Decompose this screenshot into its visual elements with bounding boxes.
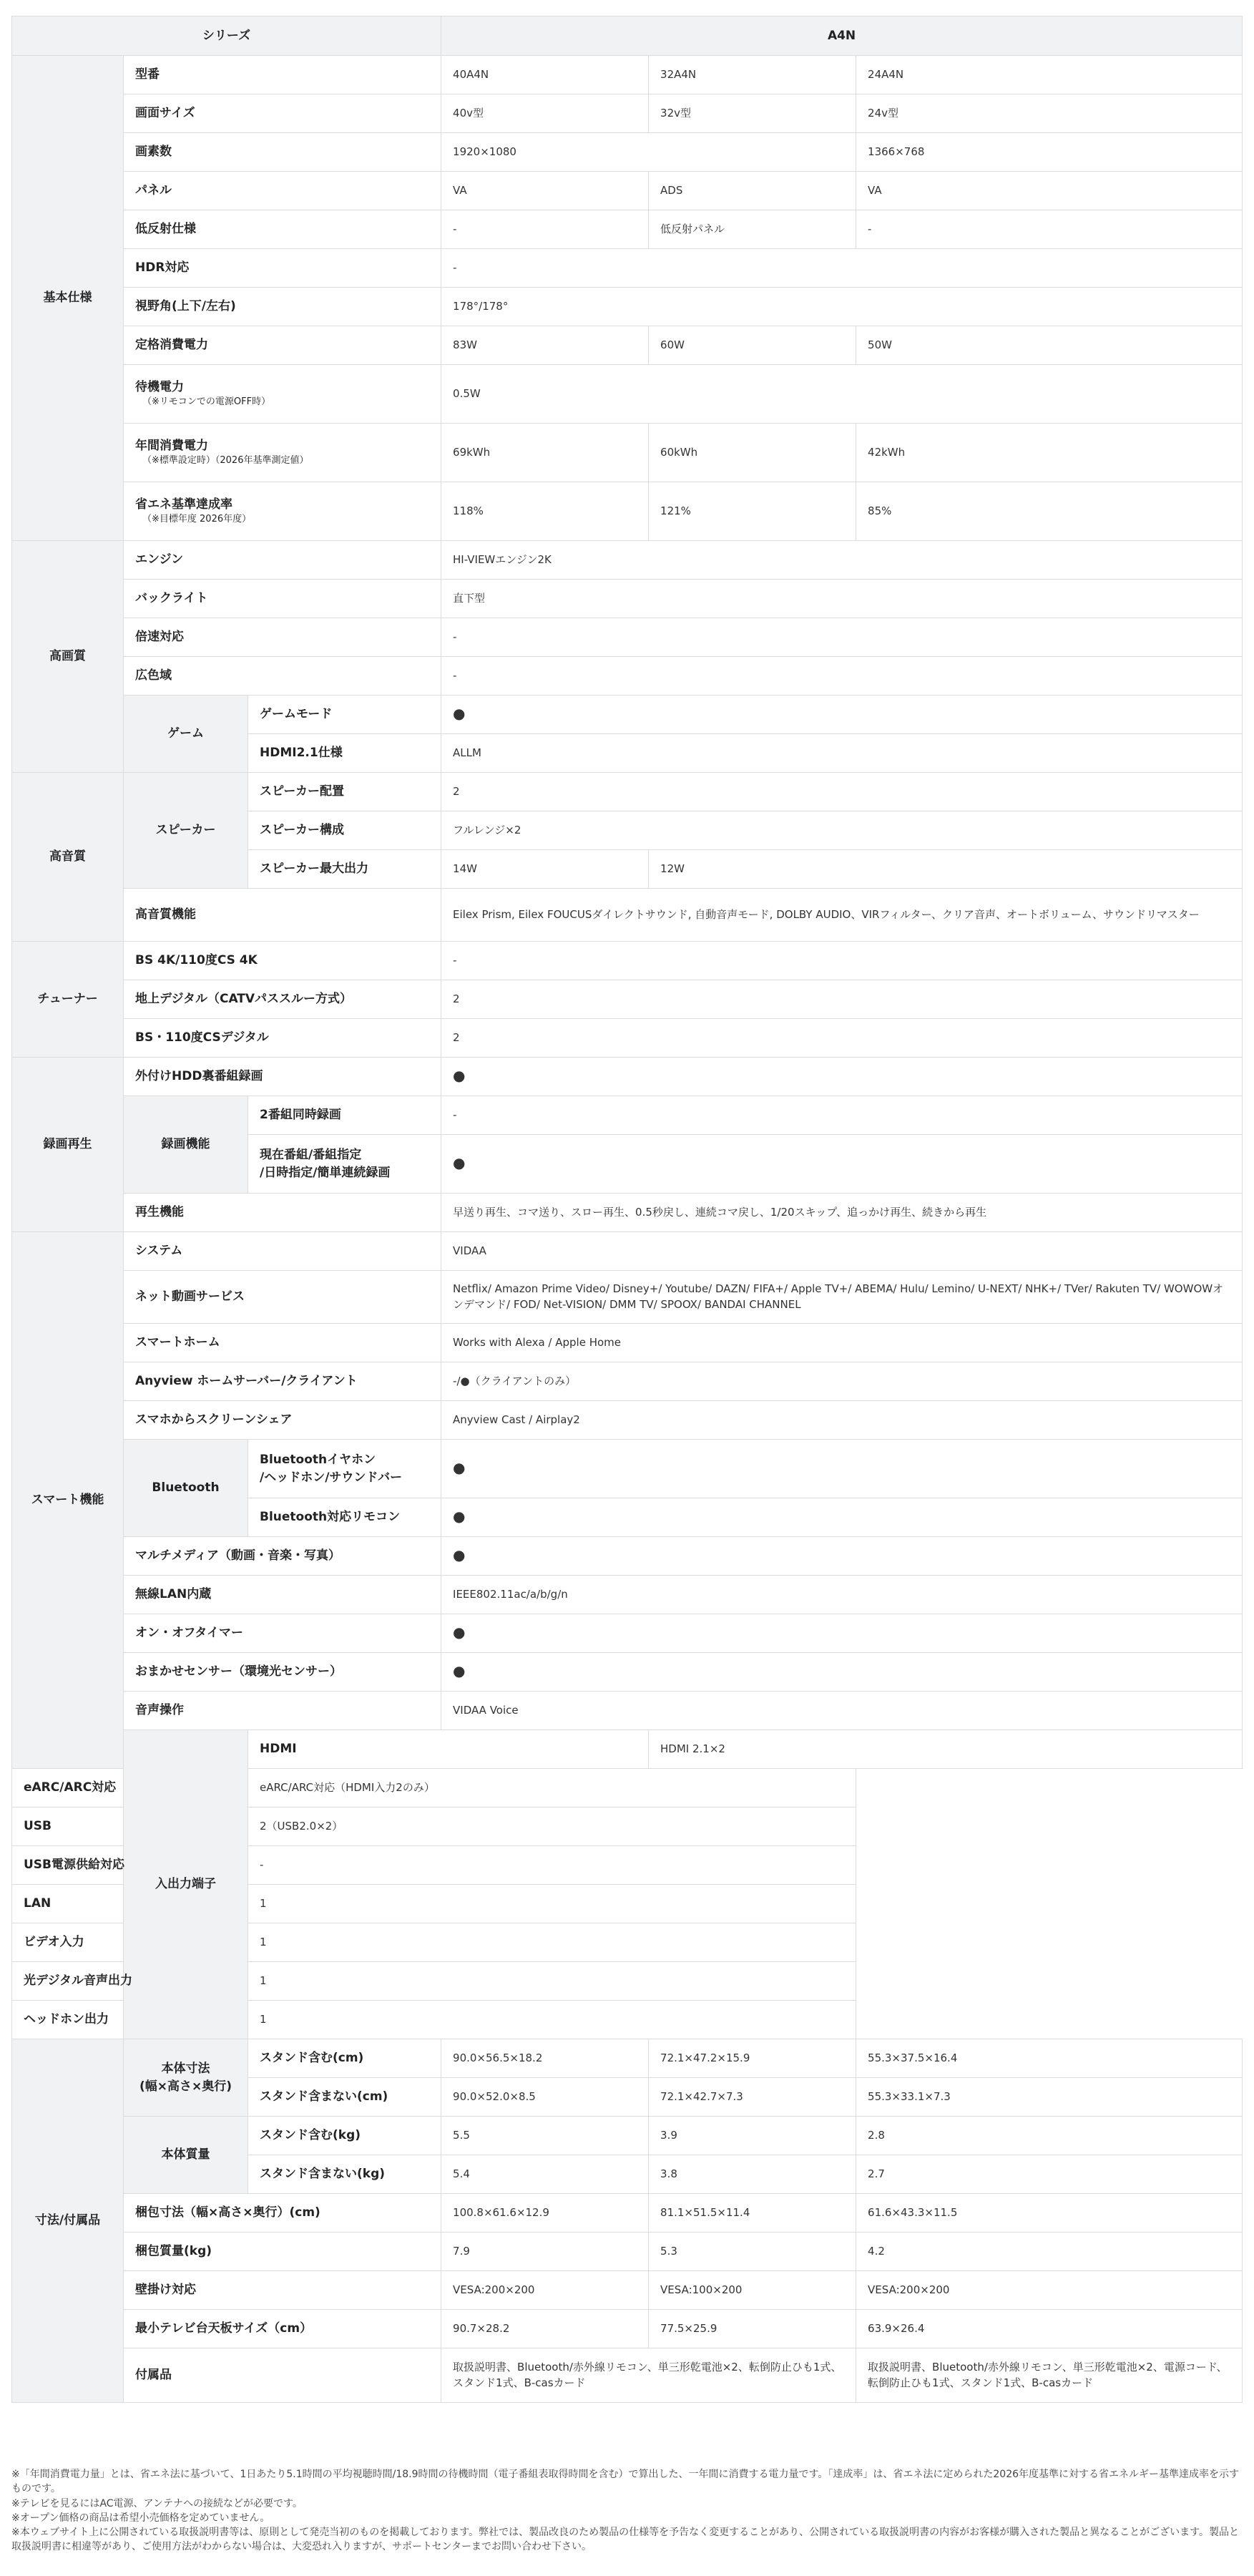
row-label-bs4k: BS 4K/110度CS 4K — [124, 942, 441, 980]
table-row — [12, 2039, 1243, 2078]
row-label-mass-without-stand: スタンド含まない(kg) — [248, 2155, 441, 2194]
label-note: （※目標年度 2026年度） — [142, 514, 252, 525]
row-label-without-stand: スタンド含まない(cm) — [248, 2078, 441, 2117]
cell-value: 0.5W — [441, 365, 1243, 424]
table-row — [12, 942, 1243, 980]
table-row — [12, 1096, 1243, 1135]
category-basic: 基本仕様 — [12, 56, 124, 541]
subcategory-game: ゲーム — [124, 696, 248, 773]
row-label-wide-gamut: 広色域 — [124, 657, 441, 696]
row-label-timer: オン・オフタイマー — [124, 1614, 441, 1653]
cell-value: 24A4N — [856, 56, 1243, 94]
label-text: 待機電力 — [135, 379, 184, 394]
cell-value: 2.8 — [856, 2117, 1243, 2155]
cell-value: 178°/178° — [441, 288, 1243, 326]
supported-dot-icon: ● — [453, 1623, 466, 1641]
row-label-lan: LAN — [12, 1885, 248, 1923]
cell-value: 81.1×51.5×11.4 — [649, 2194, 856, 2233]
cell-value: 85% — [856, 482, 1243, 541]
cell-value: 72.1×42.7×7.3 — [649, 2078, 856, 2117]
table-row — [12, 2117, 1243, 2155]
cell-value: VESA:200×200 — [856, 2271, 1243, 2310]
table-row — [12, 1962, 1243, 2001]
supported-dot-icon: ● — [453, 1662, 466, 1679]
table-row — [12, 482, 1243, 541]
series-label: シリーズ — [12, 16, 441, 56]
cell-value: HDMI 2.1×2 — [649, 1730, 1243, 1769]
row-label-external-hdd: 外付けHDD裏番組録画 — [124, 1058, 441, 1096]
cell-value: Netflix/ Amazon Prime Video/ Disney+/ Youtube/ DAZN/ FIFA+/ Apple TV+/ ABEMA/ Hulu/ Lemino/ U-NEXT/ NHK+/ TVer/ Rakuten TV/ WOWOWオンデマンド/ FOD/ Net-VISION/ DMM TV/ SPOOX/ BANDAI CHANNEL — [441, 1271, 1243, 1324]
cell-value: - — [856, 210, 1243, 249]
label-note: （※リモコンでの電源OFF時） — [142, 396, 271, 408]
cell-value: 55.3×33.1×7.3 — [856, 2078, 1243, 2117]
category-io: 入出力端子 — [124, 1730, 248, 2039]
label-text: 年間消費電力 — [135, 438, 208, 453]
row-label-tv-stand-size: 最小テレビ台天板サイズ（cm） — [124, 2310, 441, 2348]
footnote: ※本ウェブサイト上に公開されている取扱説明書等は、原則として発売当初のものを掲載しております。弊社では、製品改良のため製品の仕様等を予告なく変更することがあり、公開されている取扱説明書の内容がお客様が購入された製品と異なることがございます。製品と取扱説明書に相違等があり、ご使用方法がわからない場合は、大変恐れ入りますが、サポートセンターまでお問い合わせ下さい。 — [11, 2527, 1239, 2553]
row-label-vod: ネット動画サービス — [124, 1271, 441, 1324]
table-row — [12, 2310, 1243, 2348]
cell-value: 83W — [441, 326, 649, 365]
cell-value: 5.4 — [441, 2155, 649, 2194]
category-picture: 高画質 — [12, 541, 124, 773]
table-row — [12, 980, 1243, 1019]
supported-dot-icon: ● — [453, 1066, 466, 1084]
spec-table-container — [11, 16, 1242, 2403]
row-label-hdmi: HDMI — [248, 1730, 649, 1769]
table-row — [12, 56, 1243, 94]
table-row — [12, 1440, 1243, 1498]
supported-dot-icon: ● — [453, 1153, 466, 1171]
row-label-terrestrial: 地上デジタル（CATVパススルー方式） — [124, 980, 441, 1019]
cell-value: 取扱説明書、Bluetooth/赤外線リモコン、単三形乾電池×2、電源コード、転倒防止ひも1式、スタンド1式、B-casカード — [856, 2348, 1243, 2403]
table-row — [12, 1194, 1243, 1232]
table-row — [12, 1653, 1243, 1692]
row-label-package-mass: 梱包質量(kg) — [124, 2233, 441, 2271]
table-row — [12, 1271, 1243, 1324]
cell-value: 3.8 — [649, 2155, 856, 2194]
row-label-energy-rate — [124, 482, 441, 541]
cell-value: 低反射パネル — [649, 210, 856, 249]
cell-value: 121% — [649, 482, 856, 541]
category-audio: 高音質 — [12, 773, 124, 942]
row-label-system: システム — [124, 1232, 441, 1271]
row-label-double-speed: 倍速対応 — [124, 618, 441, 657]
cell-value: ADS — [649, 172, 856, 210]
row-label-game-mode: ゲームモード — [248, 696, 441, 734]
table-row — [12, 1576, 1243, 1614]
row-label-with-stand: スタンド含む(cm) — [248, 2039, 441, 2078]
subcategory-body-dimensions: 本体寸法 (幅×高さ×奥行) — [124, 2039, 248, 2117]
table-row — [12, 1614, 1243, 1653]
cell-value: 取扱説明書、Bluetooth/赤外線リモコン、単三形乾電池×2、転倒防止ひも1式、スタンド1式、B-casカード — [441, 2348, 856, 2403]
cell-value: 1366×768 — [856, 133, 1243, 172]
cell-value: 直下型 — [441, 580, 1243, 618]
series-name: A4N — [441, 16, 1243, 56]
cell-value: VA — [856, 172, 1243, 210]
table-row — [12, 365, 1243, 424]
cell-value: 100.8×61.6×12.9 — [441, 2194, 649, 2233]
cell-value: eARC/ARC対応（HDMI入力2のみ） — [248, 1769, 856, 1807]
row-label-wall-mount: 壁掛け対応 — [124, 2271, 441, 2310]
table-row — [12, 288, 1243, 326]
cell-value: 50W — [856, 326, 1243, 365]
row-label-backlight: バックライト — [124, 580, 441, 618]
row-label-optical: 光デジタル音声出力 — [12, 1962, 248, 2001]
row-label-package-size: 梱包寸法（幅×高さ×奥行）(cm) — [124, 2194, 441, 2233]
row-label-speaker-config: スピーカー構成 — [248, 811, 441, 850]
row-label-anyview: Anyview ホームサーバー/クライアント — [124, 1362, 441, 1401]
table-row — [12, 1324, 1243, 1362]
footnotes — [11, 2467, 1242, 2555]
header-row — [12, 16, 1243, 56]
cell-value: 90.0×56.5×18.2 — [441, 2039, 649, 2078]
cell-value: 14W — [441, 850, 649, 889]
table-row — [12, 133, 1243, 172]
cell-value: 60W — [649, 326, 856, 365]
row-label-accessories: 付属品 — [124, 2348, 441, 2403]
table-row — [12, 2001, 1243, 2039]
row-label-hdr: HDR対応 — [124, 249, 441, 288]
table-row — [12, 541, 1243, 580]
table-row — [12, 1058, 1243, 1096]
category-record: 録画再生 — [12, 1058, 124, 1232]
row-label-headphone: ヘッドホン出力 — [12, 2001, 248, 2039]
cell-value: 63.9×26.4 — [856, 2310, 1243, 2348]
table-row — [12, 1362, 1243, 1401]
table-row — [12, 696, 1243, 734]
table-row — [12, 657, 1243, 696]
cell-value: HI-VIEWエンジン2K — [441, 541, 1243, 580]
table-row — [12, 580, 1243, 618]
table-row — [12, 2348, 1243, 2403]
cell-value: - — [441, 657, 1243, 696]
table-row — [12, 172, 1243, 210]
cell-value: 7.9 — [441, 2233, 649, 2271]
cell-value: 5.3 — [649, 2233, 856, 2271]
label-text: 省エネ基準達成率 — [135, 497, 232, 512]
row-label-playback: 再生機能 — [124, 1194, 441, 1232]
cell-value: 42kWh — [856, 424, 1243, 482]
row-label-mass-with-stand: スタンド含む(kg) — [248, 2117, 441, 2155]
row-label-speaker-output: スピーカー最大出力 — [248, 850, 441, 889]
table-row — [12, 618, 1243, 657]
category-smart: スマート機能 — [12, 1232, 124, 1769]
table-row — [12, 773, 1243, 811]
cell-value: Anyview Cast / Airplay2 — [441, 1401, 1243, 1440]
label-note: （※標準設定時）（2026年基準測定値） — [142, 455, 309, 467]
cell-value: 3.9 — [649, 2117, 856, 2155]
table-row — [12, 2233, 1243, 2271]
table-row — [12, 1692, 1243, 1730]
table-row — [12, 1232, 1243, 1271]
row-label-standby — [124, 365, 441, 424]
spec-table — [11, 16, 1243, 2403]
row-label-earc: eARC/ARC対応 — [12, 1769, 248, 1807]
table-row — [12, 424, 1243, 482]
supported-dot-icon: ● — [453, 1546, 466, 1563]
row-label-voice: 音声操作 — [124, 1692, 441, 1730]
row-label-panel: パネル — [124, 172, 441, 210]
cell-value: - — [441, 210, 649, 249]
cell-value: Works with Alexa / Apple Home — [441, 1324, 1243, 1362]
table-row — [12, 889, 1243, 942]
row-label-usb: USB — [12, 1807, 248, 1846]
cell-value: 2 — [441, 773, 1243, 811]
cell-value: 40A4N — [441, 56, 649, 94]
row-label-bscs: BS・110度CSデジタル — [124, 1019, 441, 1058]
cell-value: - — [441, 618, 1243, 657]
cell-value: - — [441, 942, 1243, 980]
table-row — [12, 1923, 1243, 1962]
cell-value: 90.7×28.2 — [441, 2310, 649, 2348]
cell-value: ALLM — [441, 734, 1243, 773]
row-label-bt-audio: Bluetoothイヤホン /ヘッドホン/サウンドバー — [248, 1440, 441, 1498]
cell-value: 1 — [248, 1962, 856, 2001]
cell-value: 32A4N — [649, 56, 856, 94]
category-tuner: チューナー — [12, 942, 124, 1058]
cell-value: VIDAA Voice — [441, 1692, 1243, 1730]
cell-value: VIDAA — [441, 1232, 1243, 1271]
cell-value: 4.2 — [856, 2233, 1243, 2271]
row-label-engine: エンジン — [124, 541, 441, 580]
table-row — [12, 1769, 1243, 1807]
row-label-annual-power — [124, 424, 441, 482]
cell-value: 55.3×37.5×16.4 — [856, 2039, 1243, 2078]
cell-value: IEEE802.11ac/a/b/g/n — [441, 1576, 1243, 1614]
cell-value: VESA:200×200 — [441, 2271, 649, 2310]
cell-value: 1 — [248, 1923, 856, 1962]
cell-value: 12W — [649, 850, 1243, 889]
cell-value: 1 — [248, 1885, 856, 1923]
table-row — [12, 249, 1243, 288]
table-row — [12, 1401, 1243, 1440]
table-row — [12, 2194, 1243, 2233]
cell-value: 2.7 — [856, 2155, 1243, 2194]
supported-dot-icon: ● — [453, 1507, 466, 1525]
cell-value: 2 — [441, 980, 1243, 1019]
cell-value: 72.1×47.2×15.9 — [649, 2039, 856, 2078]
cell-value: - — [441, 249, 1243, 288]
row-label-schedule-record: 現在番組/番組指定 /日時指定/簡単連続録画 — [248, 1135, 441, 1194]
cell-value: 90.0×52.0×8.5 — [441, 2078, 649, 2117]
cell-value: - — [248, 1846, 856, 1885]
cell-value: -/●（クライアントのみ） — [441, 1362, 1243, 1401]
subcategory-body-mass: 本体質量 — [124, 2117, 248, 2194]
cell-value: 2（USB2.0×2） — [248, 1807, 856, 1846]
cell-value: 早送り再生、コマ送り、スロー再生、0.5秒戻し、連続コマ戻し、1/20スキップ、追っかけ再生、続きから再生 — [441, 1194, 1243, 1232]
table-row — [12, 326, 1243, 365]
cell-value: 32v型 — [649, 94, 856, 133]
row-label-speaker-layout: スピーカー配置 — [248, 773, 441, 811]
row-label-dual-record: 2番組同時録画 — [248, 1096, 441, 1135]
row-label-multimedia: マルチメディア（動画・音楽・写真） — [124, 1537, 441, 1576]
footnote: ※「年間消費電力量」とは、省エネ法に基づいて、1日あたり5.1時間の平均視聴時間/18.9時間の待機時間（電子番組表取得時間を含む）で算出した、一年間に消費する電力量です。「達成率」は、省エネ法に定められた2026年度基準に対する省エネルギー基準達成率を示すものです。 — [11, 2469, 1240, 2495]
cell-value: 1 — [248, 2001, 856, 2039]
table-row — [12, 1019, 1243, 1058]
row-label-smart-home: スマートホーム — [124, 1324, 441, 1362]
table-row — [12, 1807, 1243, 1846]
cell-value: 118% — [441, 482, 649, 541]
cell-value: 60kWh — [649, 424, 856, 482]
cell-value: 77.5×25.9 — [649, 2310, 856, 2348]
subcategory-record-function: 録画機能 — [124, 1096, 248, 1194]
row-label-sensor: おまかせセンサー（環境光センサー） — [124, 1653, 441, 1692]
cell-value: 1920×1080 — [441, 133, 856, 172]
table-row — [12, 1537, 1243, 1576]
row-label-pixels: 画素数 — [124, 133, 441, 172]
cell-value: VA — [441, 172, 649, 210]
row-label-low-reflection: 低反射仕様 — [124, 210, 441, 249]
category-dims: 寸法/付属品 — [12, 2039, 124, 2403]
cell-value: 69kWh — [441, 424, 649, 482]
table-row — [12, 94, 1243, 133]
row-label-video-in: ビデオ入力 — [12, 1923, 248, 1962]
cell-value: 5.5 — [441, 2117, 649, 2155]
cell-value: VESA:100×200 — [649, 2271, 856, 2310]
cell-value: 24v型 — [856, 94, 1243, 133]
table-row — [12, 1730, 1243, 1769]
row-label-hdmi21: HDMI2.1仕様 — [248, 734, 441, 773]
row-label-size: 画面サイズ — [124, 94, 441, 133]
table-row — [12, 210, 1243, 249]
cell-value: Eilex Prism, Eilex FOUCUSダイレクトサウンド, 自動音声モード, DOLBY AUDIO、VIRフィルター、クリア音声、オートボリューム、サウンドリマスター — [441, 889, 1243, 942]
row-label-screen-share: スマホからスクリーンシェア — [124, 1401, 441, 1440]
cell-value: - — [441, 1096, 1243, 1135]
row-label-usb-power: USB電源供給対応 — [12, 1846, 248, 1885]
row-label-power: 定格消費電力 — [124, 326, 441, 365]
row-label-wlan: 無線LAN内蔵 — [124, 1576, 441, 1614]
table-row — [12, 2271, 1243, 2310]
row-label-audio-features: 高音質機能 — [124, 889, 441, 942]
cell-value: フルレンジ×2 — [441, 811, 1243, 850]
cell-value: 61.6×43.3×11.5 — [856, 2194, 1243, 2233]
subcategory-bluetooth: Bluetooth — [124, 1440, 248, 1537]
cell-value: 40v型 — [441, 94, 649, 133]
cell-value: 2 — [441, 1019, 1243, 1058]
subcategory-speaker: スピーカー — [124, 773, 248, 889]
footnote: ※オープン価格の商品は希望小売価格を定めていません。 — [11, 2512, 270, 2524]
row-label-viewing-angle: 視野角(上下/左右) — [124, 288, 441, 326]
row-label-model: 型番 — [124, 56, 441, 94]
supported-dot-icon: ● — [453, 1458, 466, 1476]
row-label-bt-remote: Bluetooth対応リモコン — [248, 1498, 441, 1537]
supported-dot-icon: ● — [453, 704, 466, 722]
footnote: ※テレビを見るにはAC電源、アンテナへの接続などが必要です。 — [11, 2497, 303, 2509]
